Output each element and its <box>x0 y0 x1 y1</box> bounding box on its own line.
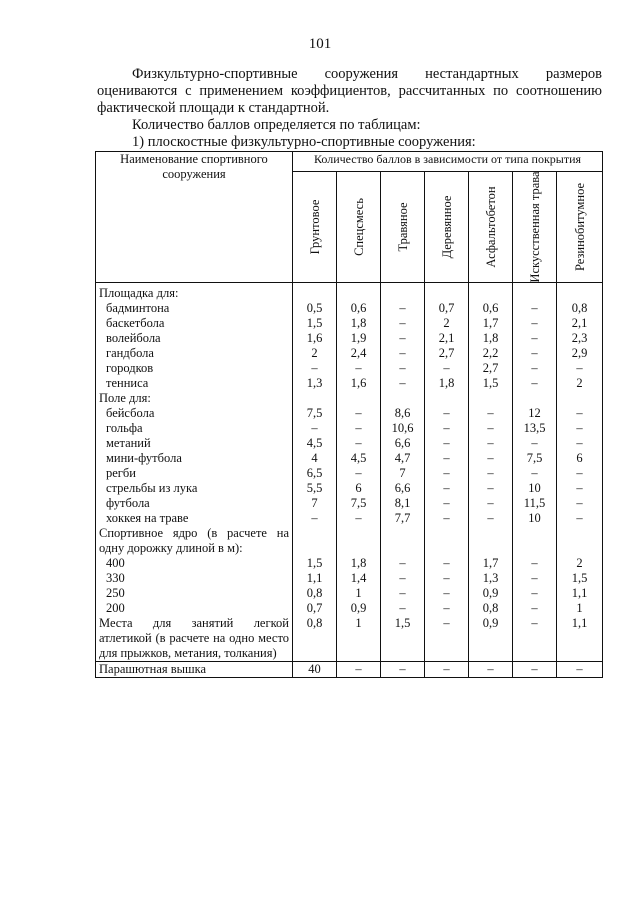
table-row <box>96 376 603 391</box>
row-name: Спортивное ядро (в расчете на одну дорожку длиной в м): <box>96 526 293 556</box>
row-value <box>337 283 381 302</box>
row-value: – <box>469 436 513 451</box>
row-value: 1,4 <box>337 571 381 586</box>
row-name: 250 <box>96 586 293 601</box>
row-value <box>425 283 469 302</box>
row-value: – <box>513 571 557 586</box>
row-value: 7,5 <box>513 451 557 466</box>
row-value: – <box>425 601 469 616</box>
row-name: Места для занятий легкой атлетикой (в расчете на одно место для прыжков, метания, толкания) <box>96 616 293 662</box>
row-value: – <box>513 662 557 678</box>
row-name: Площадка для: <box>96 283 293 302</box>
row-value: – <box>469 496 513 511</box>
row-value: – <box>469 406 513 421</box>
row-value: 4,7 <box>381 451 425 466</box>
table-row <box>96 421 603 436</box>
row-value: – <box>381 331 425 346</box>
row-value: 1,3 <box>469 571 513 586</box>
row-value: – <box>293 511 337 526</box>
row-value: – <box>425 361 469 376</box>
row-name: городков <box>96 361 293 376</box>
row-value: – <box>337 466 381 481</box>
column-header-coverage <box>381 172 425 283</box>
table-row <box>96 601 603 616</box>
row-value <box>381 391 425 406</box>
row-value: – <box>425 451 469 466</box>
row-value: 7,5 <box>293 406 337 421</box>
row-value: – <box>381 316 425 331</box>
row-value: 0,9 <box>337 601 381 616</box>
row-value: 1,9 <box>337 331 381 346</box>
row-value: 2,7 <box>469 361 513 376</box>
row-value: – <box>337 511 381 526</box>
column-header-coverage-label: Деревянное <box>439 195 454 259</box>
row-value <box>469 526 513 556</box>
table-row <box>96 662 603 678</box>
table-row <box>96 451 603 466</box>
row-value: 1,6 <box>293 331 337 346</box>
column-header-coverage-label: Резинобитумное <box>572 182 587 272</box>
row-name: тенниса <box>96 376 293 391</box>
row-value: – <box>425 571 469 586</box>
row-value: 1,1 <box>293 571 337 586</box>
row-value: 6 <box>337 481 381 496</box>
row-value: 7 <box>293 496 337 511</box>
column-group-header: Количество баллов в зависимости от типа покрытия <box>293 152 603 172</box>
tables-note: Количество баллов определяется по таблицам: <box>132 117 421 133</box>
table-caption: 1) плоскостные физкультурно-спортивные сооружения: <box>132 134 476 150</box>
row-value <box>425 526 469 556</box>
column-header-coverage-label: Грунтовое <box>307 199 322 255</box>
row-value: – <box>425 481 469 496</box>
row-value: 0,8 <box>293 616 337 662</box>
table-row <box>96 571 603 586</box>
row-value <box>557 526 603 556</box>
row-value: – <box>513 376 557 391</box>
row-value: – <box>425 421 469 436</box>
column-header-coverage-label: Асфальтобетон <box>483 186 498 268</box>
row-value: 2 <box>425 316 469 331</box>
row-value: – <box>513 556 557 571</box>
row-value: 13,5 <box>513 421 557 436</box>
row-value: – <box>381 556 425 571</box>
table-row <box>96 466 603 481</box>
row-name: 400 <box>96 556 293 571</box>
row-value: 2,4 <box>337 346 381 361</box>
column-header-coverage <box>557 172 603 283</box>
row-value: – <box>513 361 557 376</box>
row-value: 7,5 <box>337 496 381 511</box>
row-value: – <box>381 301 425 316</box>
row-value: 1,8 <box>469 331 513 346</box>
column-header-coverage-label: Спецсмесь <box>351 198 366 256</box>
row-value: 0,9 <box>469 616 513 662</box>
page-number: 101 <box>308 36 332 52</box>
row-value: – <box>469 421 513 436</box>
row-value: – <box>469 481 513 496</box>
row-value <box>381 283 425 302</box>
row-value: – <box>425 586 469 601</box>
row-value: 1,3 <box>293 376 337 391</box>
row-value: – <box>557 466 603 481</box>
row-name: 330 <box>96 571 293 586</box>
row-value: – <box>557 406 603 421</box>
row-value: 6,6 <box>381 436 425 451</box>
row-name: 200 <box>96 601 293 616</box>
row-value: – <box>425 406 469 421</box>
row-value <box>337 526 381 556</box>
row-value: – <box>337 361 381 376</box>
row-value: 10,6 <box>381 421 425 436</box>
row-value: – <box>425 556 469 571</box>
row-value: 1,1 <box>557 586 603 601</box>
row-value: – <box>337 421 381 436</box>
table-row <box>96 406 603 421</box>
row-value: – <box>381 361 425 376</box>
row-value: – <box>557 421 603 436</box>
row-name: мини-футбола <box>96 451 293 466</box>
row-value: 1,5 <box>381 616 425 662</box>
row-value: – <box>381 346 425 361</box>
column-header-coverage-label: Искусственная трава <box>527 171 542 283</box>
row-value: 1,6 <box>337 376 381 391</box>
row-value <box>293 391 337 406</box>
row-name: регби <box>96 466 293 481</box>
table-row <box>96 316 603 331</box>
row-value: 1 <box>337 586 381 601</box>
column-header-coverage <box>513 172 557 283</box>
table-row <box>96 331 603 346</box>
row-value: 8,6 <box>381 406 425 421</box>
row-value <box>425 391 469 406</box>
column-header-coverage <box>469 172 513 283</box>
row-value: 1,1 <box>557 616 603 662</box>
row-value: – <box>293 361 337 376</box>
row-value <box>293 283 337 302</box>
row-value: 2 <box>557 556 603 571</box>
row-value: 6,6 <box>381 481 425 496</box>
row-value: 1,8 <box>337 556 381 571</box>
row-value: – <box>381 662 425 678</box>
row-value: 0,6 <box>337 301 381 316</box>
row-value: – <box>557 662 603 678</box>
row-value: – <box>425 662 469 678</box>
row-value <box>513 391 557 406</box>
row-value: – <box>513 601 557 616</box>
row-value: – <box>557 511 603 526</box>
row-value: – <box>557 361 603 376</box>
row-name: бейсбола <box>96 406 293 421</box>
row-value: – <box>469 662 513 678</box>
row-value: – <box>469 466 513 481</box>
row-value: – <box>513 301 557 316</box>
row-value: 0,7 <box>293 601 337 616</box>
row-value: – <box>381 601 425 616</box>
row-value: 1,5 <box>293 316 337 331</box>
row-value: 0,6 <box>469 301 513 316</box>
row-value: 2,2 <box>469 346 513 361</box>
row-name: хоккея на траве <box>96 511 293 526</box>
row-value: – <box>381 586 425 601</box>
table-row <box>96 511 603 526</box>
row-value: – <box>513 586 557 601</box>
row-value <box>513 283 557 302</box>
row-value <box>381 526 425 556</box>
table-row <box>96 481 603 496</box>
row-value: 1,7 <box>469 556 513 571</box>
row-value: – <box>513 616 557 662</box>
row-value: 2,1 <box>557 316 603 331</box>
intro-paragraph: Физкультурно-спортивные сооружения нестандартных размеров оцениваются с применением коэффициентов, рассчитанных по соотношению фактической площади к стандартной. <box>97 66 602 116</box>
row-value <box>293 526 337 556</box>
row-value: 2,1 <box>425 331 469 346</box>
row-name: гандбола <box>96 346 293 361</box>
row-value: 0,8 <box>557 301 603 316</box>
row-name: волейбола <box>96 331 293 346</box>
row-value: – <box>425 466 469 481</box>
row-value: – <box>557 436 603 451</box>
row-value: 0,5 <box>293 301 337 316</box>
column-header-coverage <box>293 172 337 283</box>
row-value: 1 <box>337 616 381 662</box>
row-value: – <box>337 406 381 421</box>
table-row <box>96 586 603 601</box>
row-value: 12 <box>513 406 557 421</box>
points-table <box>95 151 603 678</box>
row-value: 8,1 <box>381 496 425 511</box>
column-header-coverage <box>337 172 381 283</box>
row-value <box>557 391 603 406</box>
row-value: 7,7 <box>381 511 425 526</box>
row-value <box>469 283 513 302</box>
row-value: 6 <box>557 451 603 466</box>
row-value: – <box>469 451 513 466</box>
table-row <box>96 616 603 662</box>
row-value <box>513 526 557 556</box>
row-value: 1,5 <box>293 556 337 571</box>
row-name: бадминтона <box>96 301 293 316</box>
row-value: 1,7 <box>469 316 513 331</box>
row-name: метаний <box>96 436 293 451</box>
row-value: 4,5 <box>293 436 337 451</box>
row-value: – <box>337 662 381 678</box>
row-value: 2,7 <box>425 346 469 361</box>
row-value: 1,8 <box>337 316 381 331</box>
row-value: – <box>513 331 557 346</box>
table-row <box>96 526 603 556</box>
row-value: – <box>557 496 603 511</box>
row-value: – <box>513 346 557 361</box>
table-row <box>96 436 603 451</box>
row-value <box>337 391 381 406</box>
row-value: – <box>293 421 337 436</box>
row-value: 4,5 <box>337 451 381 466</box>
table-row <box>96 391 603 406</box>
table-row <box>96 301 603 316</box>
row-value: 2,3 <box>557 331 603 346</box>
row-name: стрельбы из лука <box>96 481 293 496</box>
row-value: – <box>381 376 425 391</box>
row-value: – <box>381 571 425 586</box>
row-value: – <box>425 616 469 662</box>
row-value: 10 <box>513 481 557 496</box>
row-value: 7 <box>381 466 425 481</box>
table-row <box>96 283 603 302</box>
row-name: Парашютная вышка <box>96 662 293 678</box>
column-header-coverage-label: Травяное <box>395 202 410 252</box>
row-value: 0,7 <box>425 301 469 316</box>
row-value: 1,5 <box>469 376 513 391</box>
row-value <box>469 391 513 406</box>
row-value: – <box>513 466 557 481</box>
row-name: футбола <box>96 496 293 511</box>
row-value: – <box>425 436 469 451</box>
row-value: – <box>513 316 557 331</box>
row-value: 2 <box>293 346 337 361</box>
row-value: 1,8 <box>425 376 469 391</box>
column-header-name: Наименование спортивного сооружения <box>96 152 293 283</box>
row-value: 1 <box>557 601 603 616</box>
row-value: – <box>469 511 513 526</box>
row-value: 11,5 <box>513 496 557 511</box>
table-row <box>96 346 603 361</box>
row-value: – <box>337 436 381 451</box>
row-value: 0,8 <box>469 601 513 616</box>
row-value: 5,5 <box>293 481 337 496</box>
row-value: 2,9 <box>557 346 603 361</box>
row-name: гольфа <box>96 421 293 436</box>
table-row <box>96 556 603 571</box>
row-value <box>557 283 603 302</box>
row-value: 0,8 <box>293 586 337 601</box>
table-row <box>96 496 603 511</box>
row-value: – <box>425 511 469 526</box>
row-value: 10 <box>513 511 557 526</box>
row-value: 4 <box>293 451 337 466</box>
row-value: 6,5 <box>293 466 337 481</box>
row-name: баскетбола <box>96 316 293 331</box>
row-value: 1,5 <box>557 571 603 586</box>
row-value: – <box>557 481 603 496</box>
row-name: Поле для: <box>96 391 293 406</box>
row-value: 0,9 <box>469 586 513 601</box>
table-row <box>96 361 603 376</box>
row-value: 40 <box>293 662 337 678</box>
row-value: 2 <box>557 376 603 391</box>
row-value: – <box>425 496 469 511</box>
column-header-coverage <box>425 172 469 283</box>
row-value: – <box>513 436 557 451</box>
